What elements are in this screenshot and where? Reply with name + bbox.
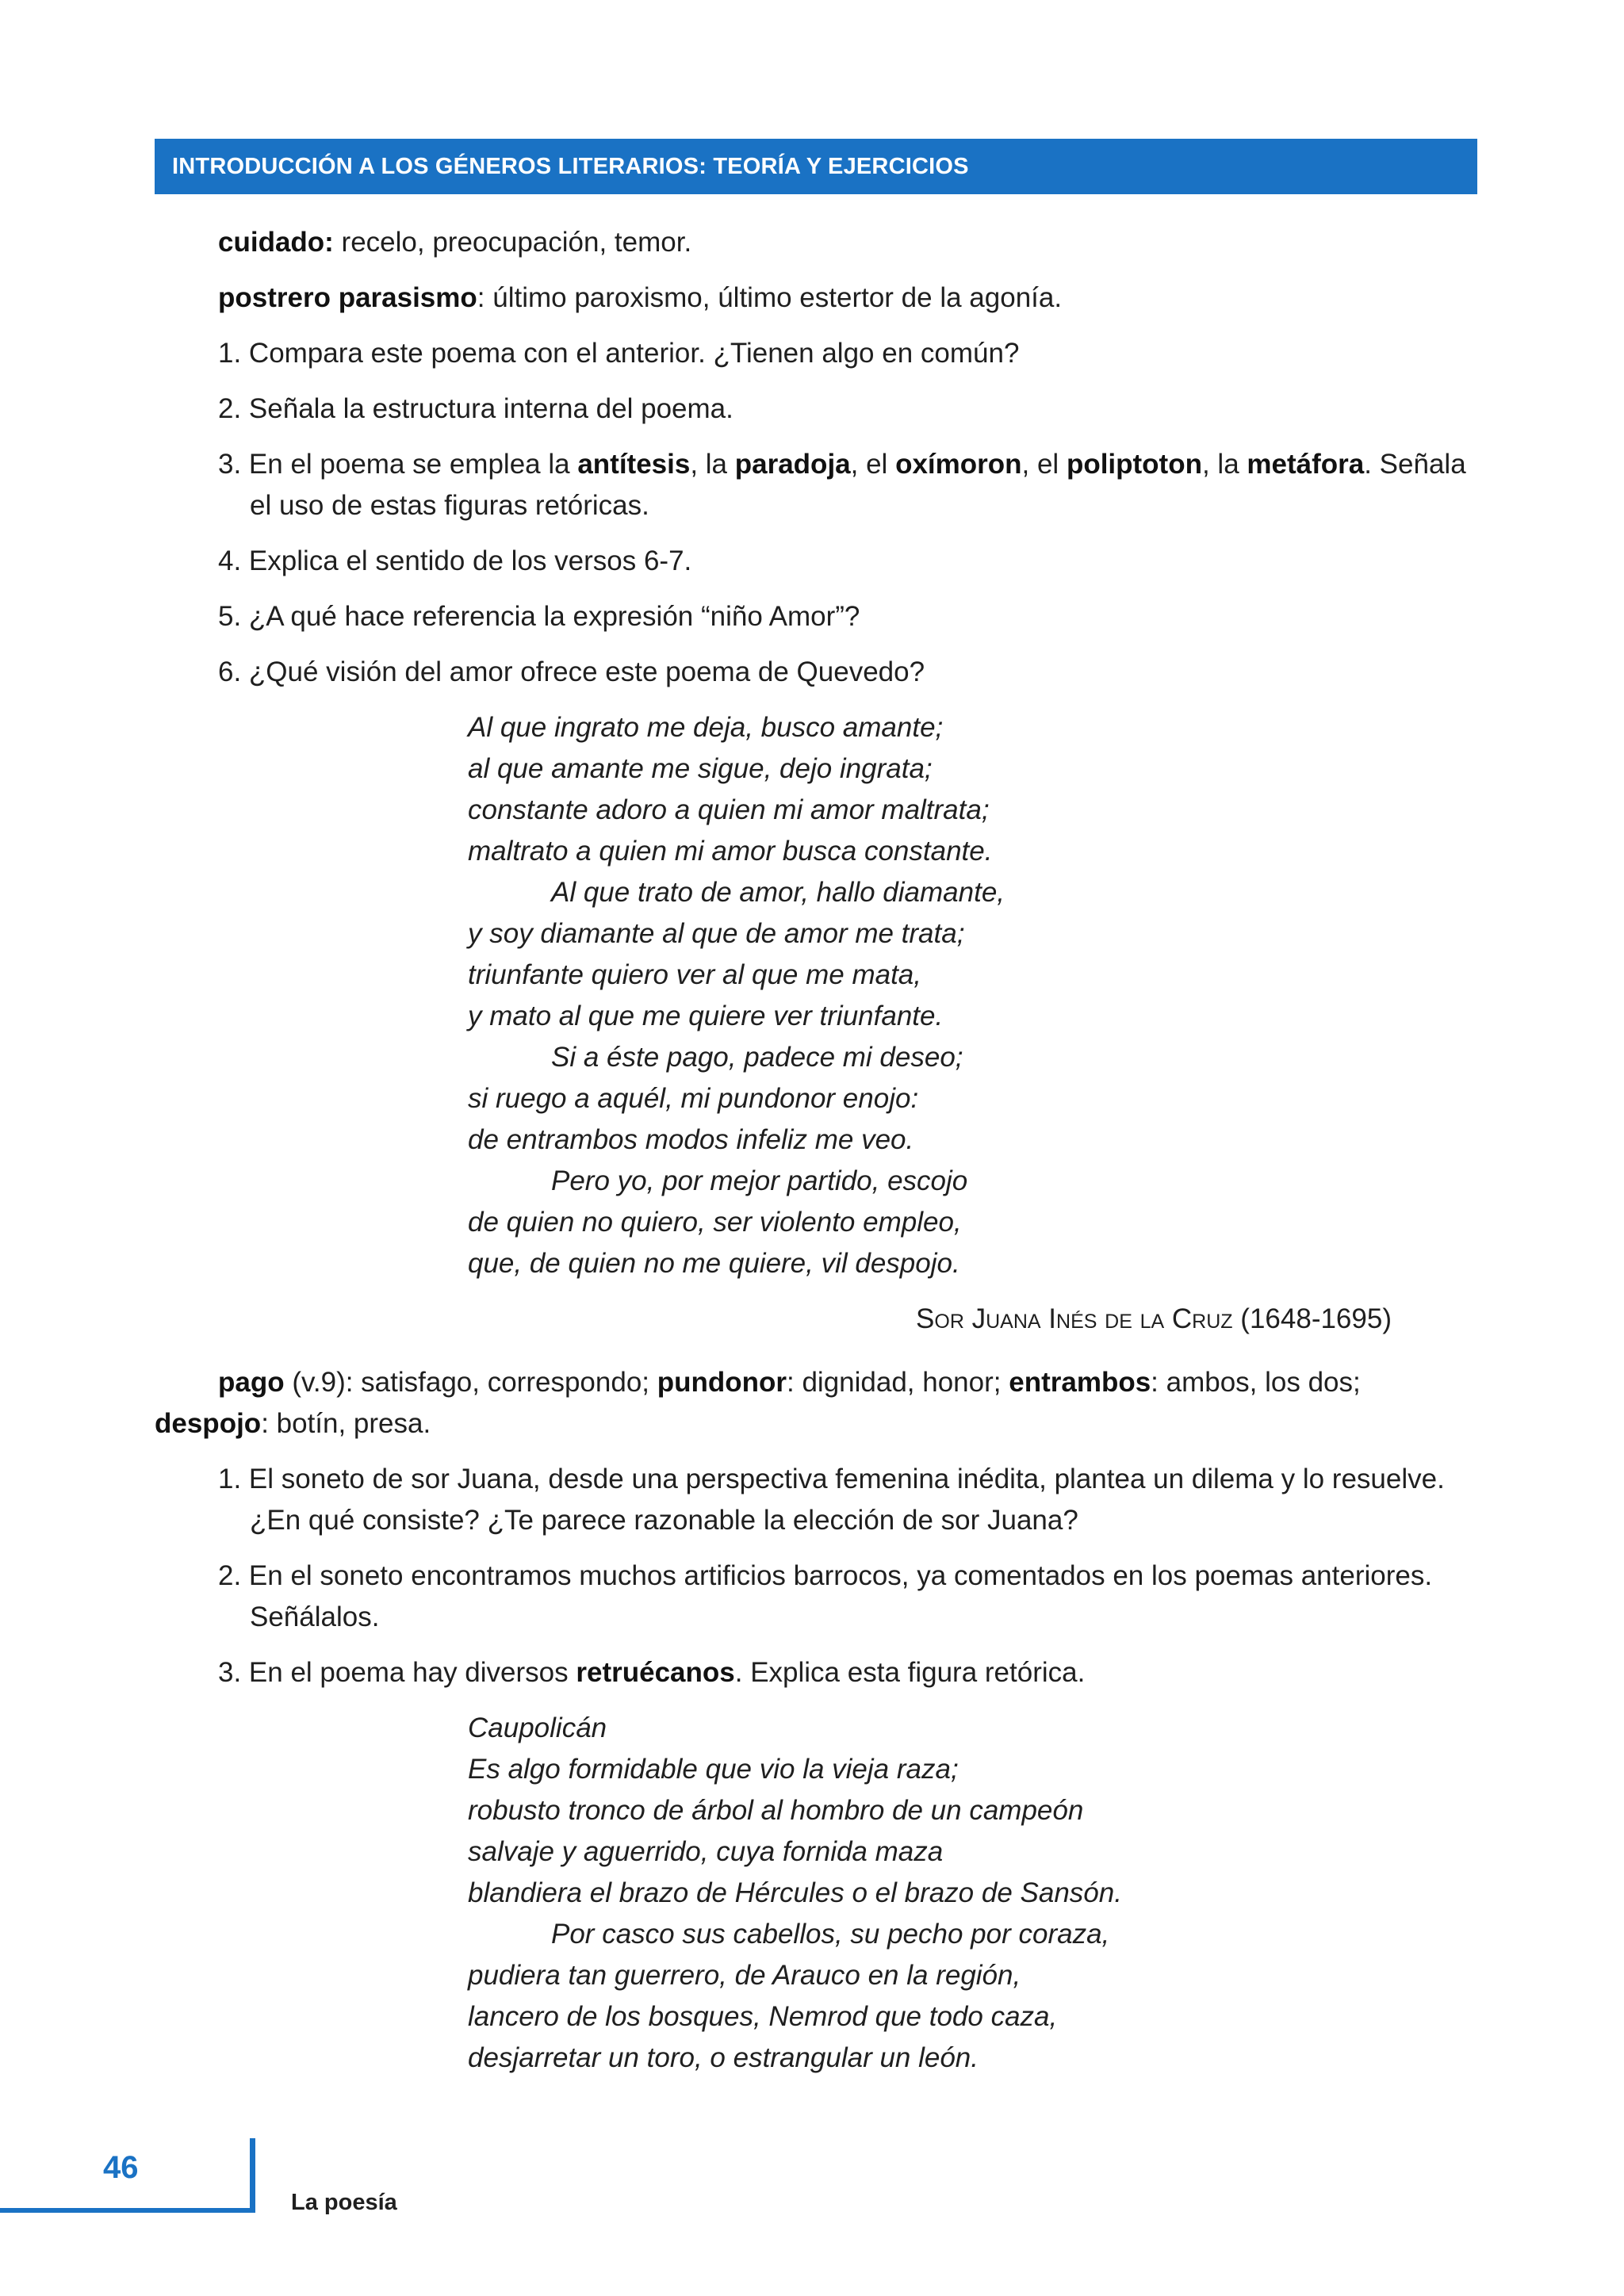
poem-author bbox=[155, 1299, 1477, 1340]
poem-line: maltrato a quien mi amor busca constante. bbox=[468, 836, 993, 867]
poem-line: de entrambos modos infeliz me veo. bbox=[468, 1124, 914, 1155]
question-6: 6. ¿Qué visión del amor ofrece este poema de Quevedo? bbox=[218, 656, 925, 687]
gloss-def: : último paroxismo, último estertor de la agonía. bbox=[477, 282, 1063, 313]
poem-line: de quien no quiero, ser violento empleo, bbox=[468, 1207, 962, 1238]
poem-line: blandiera el brazo de Hércules o el brazo de Sansón. bbox=[468, 1877, 1122, 1908]
poem-line: triunfante quiero ver al que me mata, bbox=[468, 959, 921, 990]
question-3: 3. En el poema se emplea la antítesis, la paradoja, el oxímoron, el poliptoton, la metáfora. Señala el uso de estas figuras retóricas. bbox=[218, 449, 1466, 521]
poem-line: pudiera tan guerrero, de Arauco en la región, bbox=[468, 1960, 1021, 1991]
poem-line: Al que trato de amor, hallo diamante, bbox=[551, 877, 1005, 908]
footer-divider-horizontal bbox=[0, 2208, 255, 2213]
poem-title: Caupolicán bbox=[468, 1712, 607, 1743]
page-content bbox=[155, 222, 1477, 2093]
question-4: 4. Explica el sentido de los versos 6-7. bbox=[218, 545, 692, 576]
footer-divider-vertical bbox=[250, 2138, 255, 2213]
poem-caupolican bbox=[468, 1708, 1477, 2079]
poem-line: Si a éste pago, padece mi deseo; bbox=[551, 1042, 963, 1073]
poem-line: Por casco sus cabellos, su pecho por coraza, bbox=[551, 1919, 1110, 1950]
gloss-parasismo bbox=[155, 277, 1477, 319]
poem-line: y soy diamante al que de amor me trata; bbox=[468, 918, 965, 949]
gloss-paragraph-2: pago (v.9): satisfago, correspondo; pundonor: dignidad, honor; entrambos: ambos, los dos; despojo: botín, presa. bbox=[155, 1367, 1361, 1439]
question-2: 2. Señala la estructura interna del poema. bbox=[218, 393, 733, 424]
poem-line: Es algo formidable que vio la vieja raza; bbox=[468, 1754, 959, 1785]
question-5: 5. ¿A qué hace referencia la expresión “niño Amor”? bbox=[218, 601, 860, 632]
page-number: 46 bbox=[103, 2150, 139, 2185]
poem-line: al que amante me sigue, dejo ingrata; bbox=[468, 753, 933, 784]
question-2-3: 3. En el poema hay diversos retruécanos. Explica esta figura retórica. bbox=[218, 1657, 1086, 1688]
footer-section-title: La poesía bbox=[291, 2190, 397, 2215]
question-1: 1. Compara este poema con el anterior. ¿Tienen algo en común? bbox=[218, 338, 1020, 369]
poem-line: salvaje y aguerrido, cuya fornida maza bbox=[468, 1836, 944, 1867]
poem-line: lancero de los bosques, Nemrod que todo caza, bbox=[468, 2001, 1058, 2032]
poem-line: desjarretar un toro, o estrangular un león. bbox=[468, 2042, 979, 2073]
running-header: INTRODUCCIÓN A LOS GÉNEROS LITERARIOS: TEORÍA Y EJERCICIOS bbox=[155, 139, 1477, 194]
poem-line: y mato al que me quiere ver triunfante. bbox=[468, 1001, 944, 1031]
poem-line: que, de quien no me quiere, vil despojo. bbox=[468, 1248, 960, 1279]
gloss-term: postrero parasismo bbox=[218, 282, 477, 313]
question-2-2: 2. En el soneto encontramos muchos artificios barrocos, ya comentados en los poemas anteriores. Señálalos. bbox=[218, 1560, 1433, 1632]
question-2-1: 1. El soneto de sor Juana, desde una perspectiva femenina inédita, plantea un dilema y lo resuelve. ¿En qué consiste? ¿Te parece razonable la elección de sor Juana? bbox=[218, 1464, 1445, 1536]
gloss-cuidado bbox=[155, 222, 1477, 263]
gloss-def: recelo, preocupación, temor. bbox=[333, 227, 692, 258]
author-name: Sor Juana Inés de la Cruz bbox=[916, 1303, 1233, 1334]
poem-line: constante adoro a quien mi amor maltrata; bbox=[468, 794, 990, 825]
gloss-term: cuidado: bbox=[218, 227, 334, 258]
author-years: (1648-1695) bbox=[1240, 1303, 1392, 1334]
poem-sor-juana bbox=[468, 707, 1477, 1284]
poem-line: robusto tronco de árbol al hombro de un campeón bbox=[468, 1795, 1084, 1826]
poem-line: si ruego a aquél, mi pundonor enojo: bbox=[468, 1083, 919, 1114]
poem-line: Al que ingrato me deja, busco amante; bbox=[468, 712, 944, 743]
poem-line: Pero yo, por mejor partido, escojo bbox=[551, 1165, 968, 1196]
